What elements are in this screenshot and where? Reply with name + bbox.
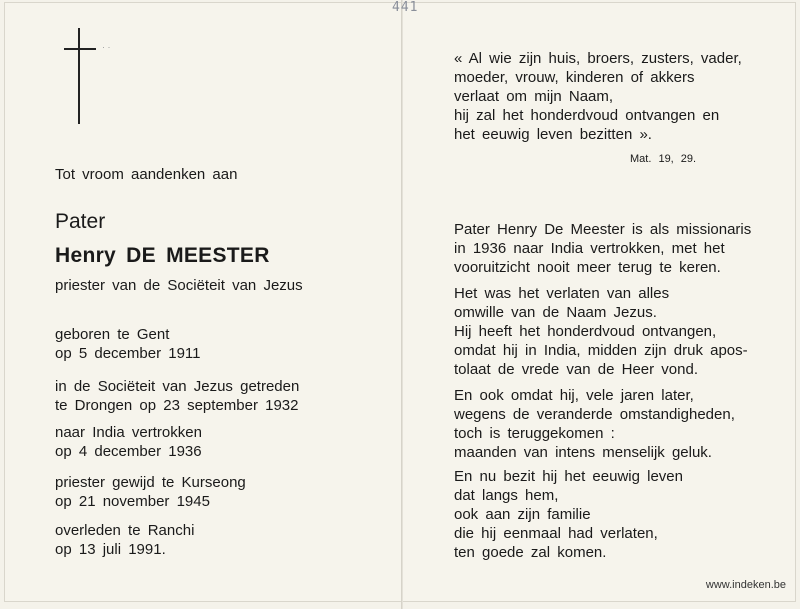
event-line: geboren te Gent (55, 326, 170, 343)
paragraph-line: omdat hij in India, midden zijn druk apos- (454, 342, 748, 359)
event-line: op 5 december 1911 (55, 345, 201, 362)
card-fold (401, 0, 403, 609)
paragraph-line: in 1936 naar India vertrokken, met het (454, 240, 725, 257)
paragraph-line: Pater Henry De Meester is als missionaris (454, 221, 752, 238)
event-line: naar India vertrokken (55, 424, 202, 441)
memorial-card (4, 2, 796, 602)
paragraph-line: En ook omdat hij, vele jaren later, (454, 387, 694, 404)
paragraph-line: ook aan zijn familie (454, 506, 591, 523)
handwritten-note: 441 (392, 0, 419, 15)
subtitle: priester van de Sociëteit van Jezus (55, 277, 303, 294)
paragraph-line: die hij eenmaal had verlaten, (454, 525, 658, 542)
paragraph-line: ten goede zal komen. (454, 544, 607, 561)
paragraph-line: dat langs hem, (454, 487, 559, 504)
event-line: op 21 november 1945 (55, 493, 210, 510)
paragraph-line: Hij heeft het honderdvoud ontvangen, (454, 323, 717, 340)
quote-reference: Mat. 19, 29. (630, 153, 697, 165)
paragraph-line: vooruitzicht nooit meer terug te keren. (454, 259, 721, 276)
event-line: op 13 juli 1991. (55, 541, 166, 558)
paragraph-line: Het was het verlaten van alles (454, 285, 670, 302)
paragraph-line: omwille van de Naam Jezus. (454, 304, 657, 321)
event-line: op 4 december 1936 (55, 443, 202, 460)
quote-line: moeder, vrouw, kinderen of akkers (454, 69, 695, 86)
intro-text: Tot vroom aandenken aan (55, 166, 238, 183)
event-line: te Drongen op 23 september 1932 (55, 397, 299, 414)
deceased-name: Henry DE MEESTER (55, 244, 270, 267)
quote-line: « Al wie zijn huis, broers, zusters, vader, (454, 50, 742, 67)
paragraph-line: maanden van intens menselijk geluk. (454, 444, 712, 461)
site-watermark[interactable]: www.indeken.be (705, 579, 786, 591)
event-line: in de Sociëteit van Jezus getreden (55, 378, 300, 395)
title-pater: Pater (55, 210, 106, 233)
paragraph-line: toch is teruggekomen : (454, 425, 615, 442)
paragraph-line: wegens de veranderde omstandigheden, (454, 406, 735, 423)
event-line: priester gewijd te Kurseong (55, 474, 246, 491)
paragraph-line: En nu bezit hij het eeuwig leven (454, 468, 683, 485)
cross-icon: · · (62, 28, 112, 128)
paragraph-line: tolaat de vrede van de Heer vond. (454, 361, 698, 378)
quote-line: het eeuwig leven bezitten ». (454, 126, 652, 143)
quote-line: verlaat om mijn Naam, (454, 88, 614, 105)
event-line: overleden te Ranchi (55, 522, 195, 539)
quote-line: hij zal het honderdvoud ontvangen en (454, 107, 720, 124)
